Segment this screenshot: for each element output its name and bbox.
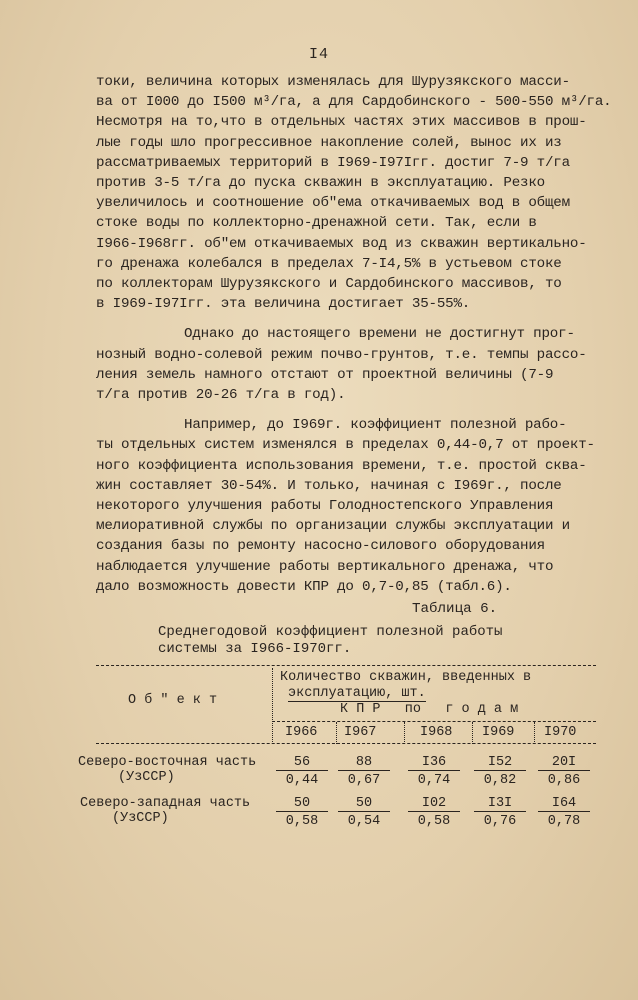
- year-separator: [336, 722, 337, 744]
- object-column-separator: [272, 668, 273, 744]
- text-line: ного коэффициента использования времени, т.е. простой сква-: [96, 457, 587, 474]
- text-line: ления земель намного отстают от проектной величины (7-9: [96, 366, 554, 383]
- text-line: стоке воды по коллекторно-дренажной сети. Так, если в: [96, 215, 537, 232]
- wells-cell: 20I: [538, 755, 590, 771]
- kpr-header: К П Р по г о д а м: [340, 702, 519, 717]
- object-column-header: О б " е к т: [128, 693, 218, 708]
- text-line: I966-I968гг. об"ем откачиваемых вод из скважин вертикально-: [96, 235, 587, 252]
- text-line: создания базы по ремонту насосно-силового оборудования: [96, 538, 545, 555]
- text-line: жин составляет 30-54%. И только, начиная с I969г., после: [96, 477, 562, 494]
- kpr-cell: 0,82: [483, 773, 517, 788]
- text-line: Однако до настоящего времени не достигнут прог-: [184, 326, 575, 343]
- year-header: I970: [544, 725, 577, 740]
- text-line: мелиоративной службы по организации службы эксплуатации и: [96, 518, 570, 535]
- table-label: Таблица 6.: [412, 601, 498, 617]
- row-name-sub: (УзССР): [118, 770, 175, 785]
- text-line: по коллекторам Шурузякского и Сардобинского массивов, то: [96, 276, 562, 293]
- year-separator: [404, 722, 405, 744]
- kpr-cell: 0,74: [417, 773, 451, 788]
- table-top-rule: [96, 665, 596, 666]
- paragraph: [96, 415, 616, 597]
- text-line: в I969-I97Iгг. эта величина достигает 35-55%.: [96, 296, 471, 313]
- text-line: ты отдельных систем изменялся в пределах 0,44-0,7 от проект-: [96, 437, 595, 454]
- row-name: Северо-восточная часть: [78, 755, 257, 770]
- year-separator: [472, 722, 473, 744]
- table-caption: [158, 624, 502, 658]
- paragraph: [96, 324, 616, 405]
- body-text: [96, 72, 616, 597]
- kpr-cell: 0,44: [285, 773, 319, 788]
- text-line: некоторого улучшения работы Голодностепского Управления: [96, 498, 554, 515]
- wells-cell: I52: [474, 755, 526, 771]
- wells-cell: I36: [408, 755, 460, 771]
- wells-cell: I02: [408, 796, 460, 812]
- text-line: рассматриваемых территорий в I969-I97Iгг. достиг 7-9 т/га: [96, 154, 570, 171]
- text-line: го дренажа колебался в пределах 7-I4,5% в устьевом стоке: [96, 255, 562, 272]
- caption-line: Среднегодовой коэффициент полезной работы: [158, 624, 503, 640]
- text-line: наблюдается улучшение работы вертикального дренажа, что: [96, 558, 554, 575]
- wells-cell: I64: [538, 796, 590, 812]
- text-line: дало возможность довести КПР до 0,7-0,85 (табл.6).: [96, 578, 512, 595]
- kpr-cell: 0,58: [285, 814, 319, 829]
- wells-cell: 56: [276, 755, 328, 771]
- kpr-cell: 0,58: [417, 814, 451, 829]
- kpr-cell: 0,78: [547, 814, 581, 829]
- text-line: увеличилось и соотношение об"ема откачиваемых вод в общем: [96, 195, 570, 212]
- kpr-cell: 0,76: [483, 814, 517, 829]
- row-name: Северо-западная часть: [80, 796, 251, 811]
- kpr-cell: 0,54: [347, 814, 381, 829]
- paragraph: [96, 72, 616, 314]
- text-line: т/га против 20-26 т/га в год).: [96, 387, 346, 404]
- text-line: против 3-5 т/га до пуска скважин в эксплуатацию. Резко: [96, 175, 545, 192]
- text-line: нозный водно-солевой режим почво-грунтов, т.е. темпы рассо-: [96, 346, 587, 363]
- year-header: I966: [285, 725, 318, 740]
- year-header: I967: [344, 725, 377, 740]
- page-number: I4: [308, 46, 329, 63]
- year-header: I969: [482, 725, 515, 740]
- text-line: токи, величина которых изменялась для Шурузякского масси-: [96, 74, 570, 90]
- wells-header-line1: Количество скважин, введенных в: [280, 670, 532, 685]
- kpr-cell: 0,67: [347, 773, 381, 788]
- year-separator: [534, 722, 535, 744]
- wells-cell: 50: [276, 796, 328, 812]
- row-name-sub: (УзССР): [112, 811, 169, 826]
- kpr-cell: 0,86: [547, 773, 581, 788]
- year-header: I968: [420, 725, 453, 740]
- wells-cell: 50: [338, 796, 390, 812]
- wells-cell: 88: [338, 755, 390, 771]
- caption-line: системы за I966-I970гг.: [158, 641, 352, 657]
- header-mid-rule: [272, 721, 596, 722]
- text-line: лые годы шло прогрессивное накопление солей, вынос их из: [96, 134, 562, 151]
- wells-cell: I3I: [474, 796, 526, 812]
- header-bottom-rule: [96, 743, 596, 744]
- wells-header-line2: эксплуатацию, шт.: [288, 686, 426, 701]
- text-line: Например, до I969г. коэффициент полезной рабо-: [184, 417, 567, 434]
- text-line: Несмотря на то,что в отдельных частях этих массивов в прош-: [96, 114, 587, 131]
- text-line: ва от I000 до I500 м³/га, а для Сардобинского - 500-550 м³/га.: [96, 94, 612, 111]
